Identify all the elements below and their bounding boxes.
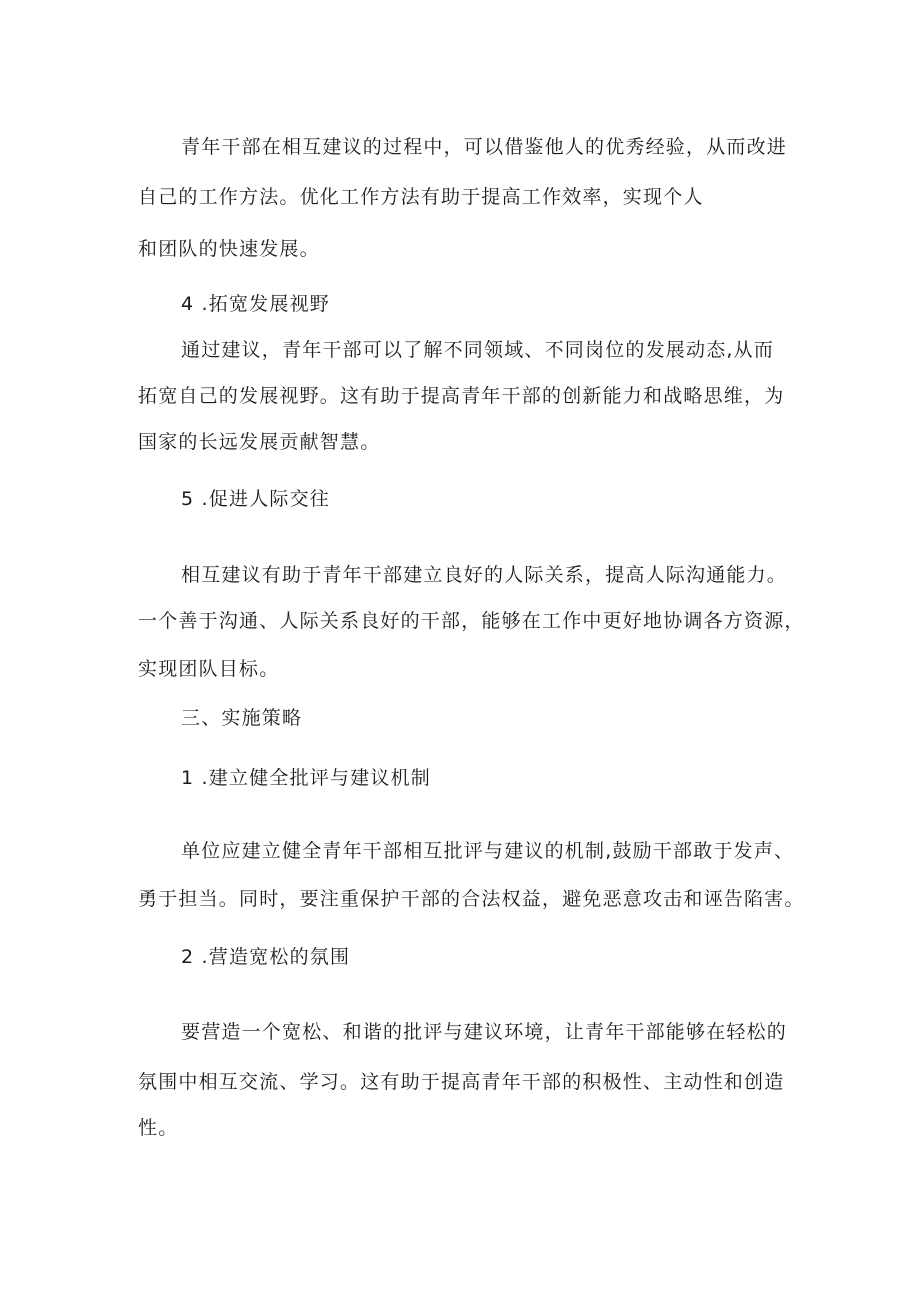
section-heading: 5 .促进人际交往: [181, 488, 330, 510]
paragraph-line: 相互建议有助于青年干部建立良好的人际关系，提高人际沟通能力。: [181, 564, 788, 586]
section-heading: 2 .营造宽松的氛围: [181, 946, 351, 968]
paragraph-line: 单位应建立健全青年干部相互批评与建议的机制,鼓励干部敢于发声、: [181, 840, 795, 862]
paragraph-line: 氛围中相互交流、学习。这有助于提高青年干部的积极性、主动性和创造: [138, 1071, 785, 1093]
paragraph-line: 通过建议，青年干部可以了解不同领域、不同岗位的发展动态,从而: [181, 339, 775, 361]
paragraph-line: 青年干部在相互建议的过程中，可以借鉴他人的优秀经验，从而改进: [181, 136, 788, 158]
paragraph-line: 拓宽自己的发展视野。这有助于提高青年干部的创新能力和战略思维，为: [138, 385, 785, 407]
paragraph-line: 国家的长远发展贡献智慧。: [138, 431, 381, 453]
paragraph-line: 勇于担当。同时，要注重保护干部的合法权益，避免恶意攻击和诬告陷害。: [138, 888, 805, 910]
section-heading: 1 .建立健全批评与建议机制: [181, 767, 431, 789]
chapter-heading: 三、实施策略: [181, 707, 303, 729]
section-heading: 4 .拓宽发展视野: [181, 293, 330, 315]
paragraph-line: 一个善于沟通、人际关系良好的干部，能够在工作中更好地协调各方资源，: [138, 610, 805, 632]
paragraph-line: 实现团队目标。: [138, 658, 280, 680]
paragraph-line: 要营造一个宽松、和谐的批评与建议环境，让青年干部能够在轻松的: [181, 1021, 788, 1043]
paragraph-line: 性。: [138, 1117, 179, 1139]
paragraph-line: 和团队的快速发展。: [138, 238, 320, 260]
paragraph-line: 自己的工作方法。优化工作方法有助于提高工作效率，实现个人: [138, 186, 704, 208]
